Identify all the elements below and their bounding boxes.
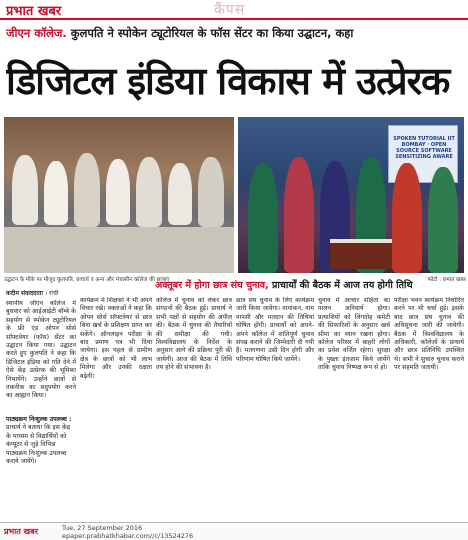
person-figure [44, 161, 68, 225]
photo-audience [4, 117, 234, 273]
harmonium-instrument [330, 239, 392, 269]
photo-caption: उद्घाटन के मौके पर मौजूद कुलपति, प्राचार्य व अन्य और मंचासीन कॉलेज की छात्राएं [4, 277, 170, 283]
person-figure [198, 157, 224, 227]
article-subsection [6, 416, 76, 466]
byline-place: । रांची [42, 290, 59, 297]
article-column-4 [236, 297, 314, 535]
secondary-headline-text: प्राचार्यों की बैठक में आज तय होगी तिथि [268, 280, 413, 291]
epaper-footer [0, 522, 468, 540]
article-column-6 [394, 297, 464, 535]
performer-figure [248, 163, 278, 273]
column-text: कार्यक्रम में शिक्षकों ने भी अपने विचार रखे। वक्ताओं ने कहा कि ओपन सोर्स सॉफ्टवेयर से छात्र बिना खर्च के प्रशिक्षण प्राप्त कर सकेंगे। ऑनलाइन परीक्षा के बाद प्रमाण पत्र भी दिया जायेगा। इस पहल से ग्रामीण क्षेत्र के छात्रों को भी लाभ मिलेगा और उनकी दक्षता बढ़ेगी। [80, 297, 152, 380]
banner-text: SPOKEN TUTORIAL IIT BOMBAY · OPEN SOURCE SOFTWARE SENSITIZING AWARE [393, 136, 455, 160]
article-column-3 [156, 297, 232, 535]
column-text: स्थानीय जीएन कॉलेज में बुधवार को आईआईटी बॉम्बे के सहयोग से स्पोकेन ट्यूटोरियल के फ्री एंड ओपन सोर्स सॉफ्टवेयर (फॉस) सेंटर का उद्घाटन किया गया। उद्घाटन करते हुए कुलपति ने कहा कि डिजिटल इंडिया को गति देने में ऐसे केंद्र उत्प्रेरक की भूमिका निभायेंगे। उन्होंने छात्रों से तकनीक का सदुपयोग करने का आह्वान किया। [6, 300, 76, 400]
person-figure [74, 153, 100, 227]
stage-floor [4, 227, 234, 273]
performer-figure [392, 163, 422, 273]
article-subhead [6, 26, 464, 44]
person-figure [136, 157, 162, 227]
footer-masthead: प्रभात खबर [4, 527, 38, 536]
footer-date: Tue, 27 September 2016 [62, 524, 143, 532]
performer-figure [284, 157, 314, 273]
column-text: परीक्षा भवन कार्यक्रम निर्धारित करने पर भी चर्चा हुई। इसके बाद छात्र संघ चुनाव की अधिसूचना जारी की जायेगी। बैठक में विश्वविद्यालय के अधिकारी, कॉलेजों के प्राचार्य और छात्र प्रतिनिधि उपस्थित थे। सभी ने सुचारु चुनाव कराने पर सहमति जतायी। [394, 297, 464, 372]
top-bar [0, 0, 468, 20]
photo-credit: फोटो : प्रभात खबर [427, 277, 466, 283]
secondary-headline-lead: अक्तूबर में होगा छात्र संघ चुनाव, [155, 280, 269, 291]
person-figure [168, 163, 192, 225]
article-column-2 [80, 297, 152, 535]
column-text: छात्र संघ चुनाव के लिए कार्यक्रम जारी किया जायेगा। नामांकन, नाम वापसी और मतदान की तिथियां घोषित होंगी। प्राचार्यों को अपने-अपने कॉलेज में शांतिपूर्ण चुनाव संपन्न कराने की जिम्मेदारी दी गयी है। मतगणना उसी दिन होगी और परिणाम घोषित किये जायेंगे। [236, 297, 314, 363]
masthead-logo: प्रभात खबर [6, 4, 62, 19]
article-headline: डिजिटल इंडिया विकास में उत्प्रेरक [6, 59, 450, 103]
person-figure [12, 155, 38, 225]
photo-performers [238, 117, 464, 273]
column-text: चुनाव में आचार संहिता का पालन अनिवार्य होगा। प्रत्याशियों को लिंगदोह कमेटी की सिफारिशों के अनुसार खर्च सीमा का ध्यान रखना होगा। कॉलेज परिसर में बाहरी लोगों का प्रवेश वर्जित रहेगा। सुरक्षा के पुख्ता इंतजाम किये जायेंगे ताकि चुनाव निष्पक्ष रूप से हो। [318, 297, 390, 372]
subsection-heading: पाठ्यक्रम निःशुल्क उपलब्ध : [6, 416, 72, 423]
subhead-text: कुलपति ने स्पोकेन ट्यूटोरियल के फॉस सेंटर का किया उद्घाटन, कहा [66, 26, 354, 40]
section-tag: कैंपस [214, 2, 246, 18]
subsection-text: प्राचार्य ने बताया कि इस केंद्र के माध्यम से विद्यार्थियों को कंप्यूटर से जुड़े विभिन्न पाठ्यक्रम निःशुल्क उपलब्ध कराये जायेंगे। [6, 424, 71, 466]
article-column-5 [318, 297, 390, 535]
performer-figure [428, 167, 458, 273]
person-figure [106, 159, 130, 225]
byline [6, 289, 58, 297]
subhead-college: जीएन कॉलेज. [6, 26, 67, 40]
secondary-headline [155, 278, 464, 292]
column-text: कॉलेज में चुनाव को लेकर छात्र संगठनों की बैठक हुई। प्राचार्य ने सभी पक्षों से सहयोग की अपील की। बैठक में चुनाव की तैयारियों की समीक्षा की गयी। विश्वविद्यालय के निर्देश के अनुसार आगे की प्रक्रिया पूरी की जायेगी। आज की बैठक में तिथि तय होने की संभावना है। [156, 297, 232, 372]
byline-author: कदीम संवाददाता [6, 290, 43, 297]
footer-url-link[interactable]: epaper.prabhatkhabar.com//c/13524276 [62, 532, 194, 540]
